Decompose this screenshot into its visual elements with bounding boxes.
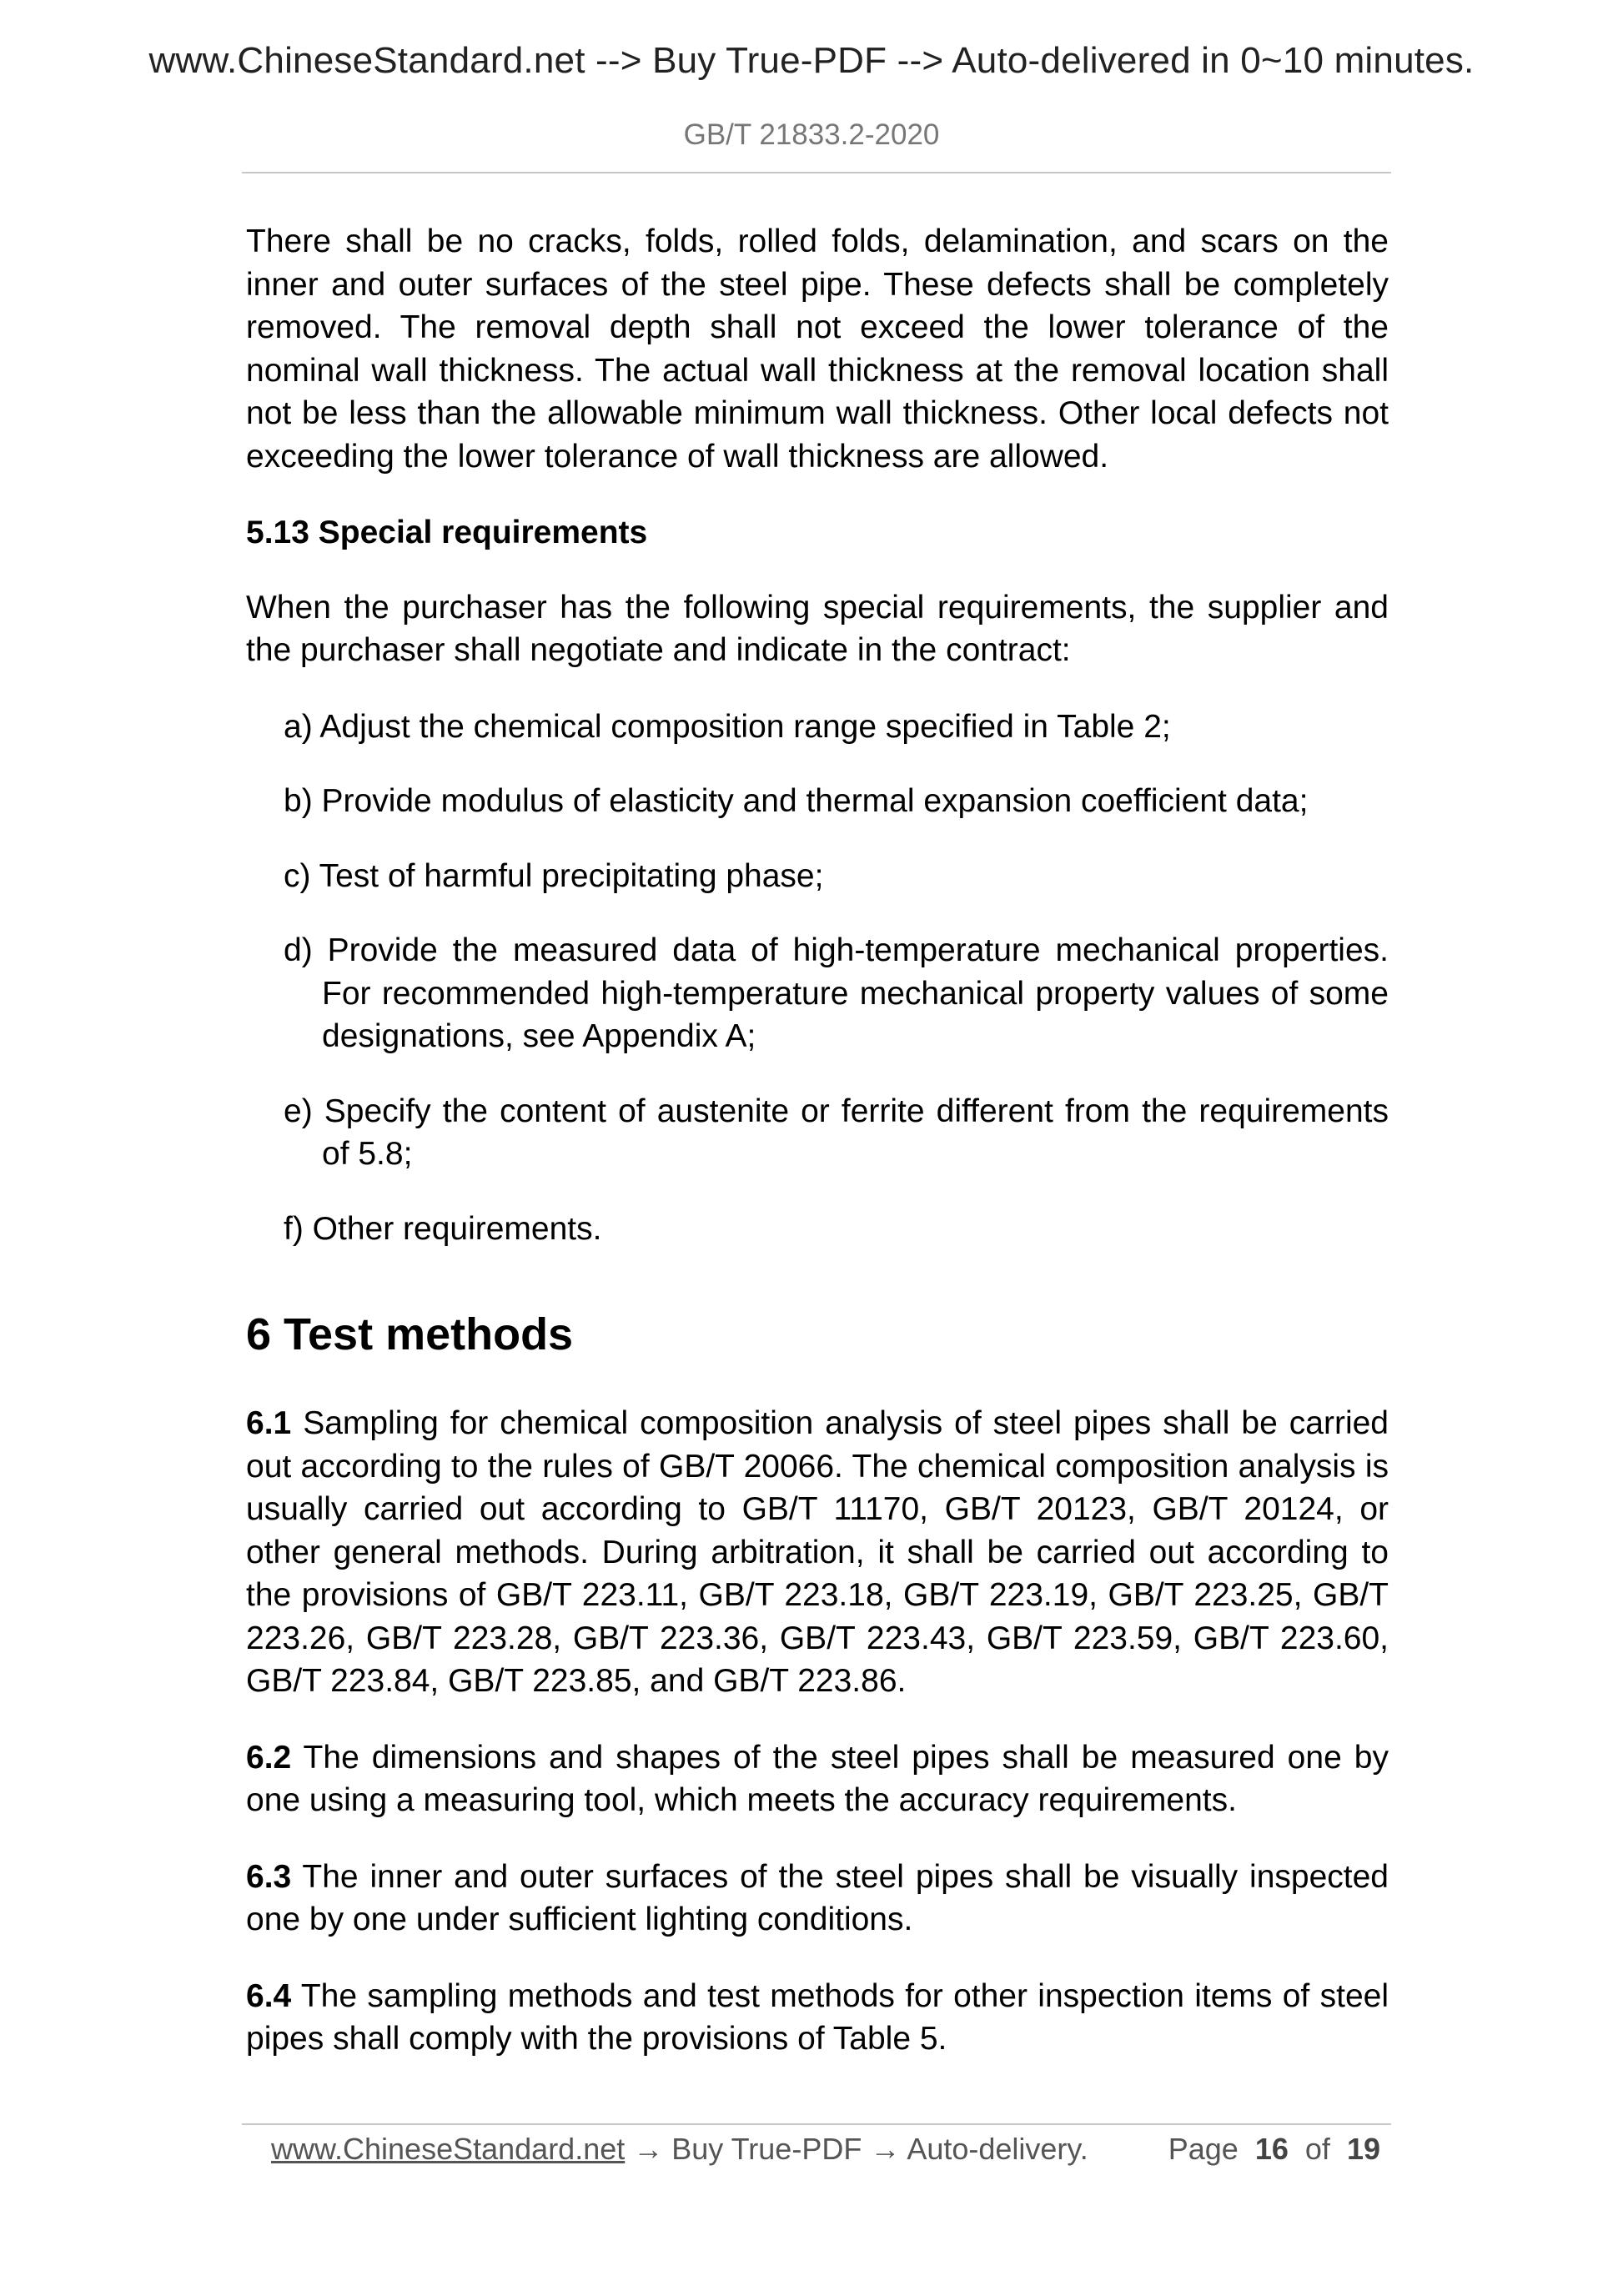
clause-6-4 bbox=[246, 1975, 1389, 2061]
clause-number: 6.1 bbox=[246, 1405, 292, 1441]
standard-code: GB/T 21833.2-2020 bbox=[683, 118, 940, 151]
clause-number: 6.4 bbox=[246, 1977, 292, 2014]
page-current: 16 bbox=[1254, 2132, 1289, 2166]
clause-6-3 bbox=[246, 1856, 1389, 1942]
of-label: of bbox=[1304, 2132, 1330, 2166]
intro-paragraph: There shall be no cracks, folds, rolled folds, delamination, and scars on the inner and outer surfaces of the steel pipe. These defects shall be completely removed. The removal depth shall not exceed the lower tolerance of the nominal wall thickness. The actual wall thickness at the removal location shall not be less than the allowable minimum wall thickness. Other local defects not exceeding the lower tolerance of wall thickness are allowed. bbox=[246, 224, 1389, 475]
clause-text: The inner and outer surfaces of the steel pipes shall be visually inspected one by one under sufficient lighting conditions. bbox=[246, 1858, 1389, 1937]
clause-6-1 bbox=[246, 1402, 1389, 1703]
clause-text: The sampling methods and test methods for other inspection items of steel pipes shall comply with the provisions of Table 5. bbox=[246, 1977, 1389, 2057]
page-number bbox=[1168, 2132, 1380, 2167]
section-title: 6 Test methods bbox=[246, 1309, 574, 1359]
list-item: c) Test of harmful precipitating phase; bbox=[284, 857, 824, 894]
footer-promo bbox=[271, 2132, 1088, 2167]
page-label: Page bbox=[1168, 2132, 1239, 2166]
footer-site-link[interactable]: www.ChineseStandard.net bbox=[271, 2132, 626, 2166]
top-banner[interactable]: www.ChineseStandard.net --> Buy True-PDF --> Auto-delivered in 0~10 minutes. bbox=[148, 40, 1475, 81]
clause-6-2 bbox=[246, 1736, 1389, 1822]
clause-number: 6.3 bbox=[246, 1858, 292, 1895]
page-footer bbox=[271, 2132, 1380, 2173]
list-item: e) Specify the content of austenite or ferrite different from the requirements of 5.8; bbox=[284, 1093, 1389, 1172]
clause-number: 6.2 bbox=[246, 1739, 292, 1776]
list-item: a) Adjust the chemical composition range specified in Table 2; bbox=[284, 708, 1171, 745]
page-total: 19 bbox=[1346, 2132, 1380, 2166]
header-divider bbox=[242, 172, 1391, 173]
footer-divider bbox=[242, 2123, 1391, 2125]
page-content bbox=[246, 220, 1389, 2094]
footer-tagline: → Buy True-PDF → Auto-delivery. bbox=[625, 2132, 1088, 2166]
requirements-list bbox=[246, 706, 1389, 1251]
clause-text: Sampling for chemical composition analysis of steel pipes shall be carried out according to the rules of GB/T 20066. The chemical composition analysis is usually carried out according to GB/T 11170, GB/T 20123, GB/T 20124, or other general methods. During arbitration, it shall be carried out according to the provisions of GB/T 223.11, GB/T 223.18, GB/T 223.19, GB/T 223.25, GB/T 223.26, GB/T 223.28, GB/T 223.36, GB/T 223.43, GB/T 223.59, GB/T 223.60, GB/T 223.84, GB/T 223.85, and GB/T 223.86. bbox=[246, 1405, 1389, 1699]
subsection-intro: When the purchaser has the following special requirements, the supplier and the purchaser shall negotiate and indicate in the contract: bbox=[246, 589, 1389, 668]
list-item: f) Other requirements. bbox=[284, 1210, 602, 1247]
clause-text: The dimensions and shapes of the steel pipes shall be measured one by one using a measuring tool, which meets the accuracy requirements. bbox=[246, 1739, 1389, 1818]
subsection-title: 5.13 Special requirements bbox=[246, 515, 648, 550]
list-item: d) Provide the measured data of high-temperature mechanical properties. For recommended high-temperature mechanical property values of some designations, see Appendix A; bbox=[284, 932, 1389, 1054]
list-item: b) Provide modulus of elasticity and thermal expansion coefficient data; bbox=[284, 783, 1309, 819]
